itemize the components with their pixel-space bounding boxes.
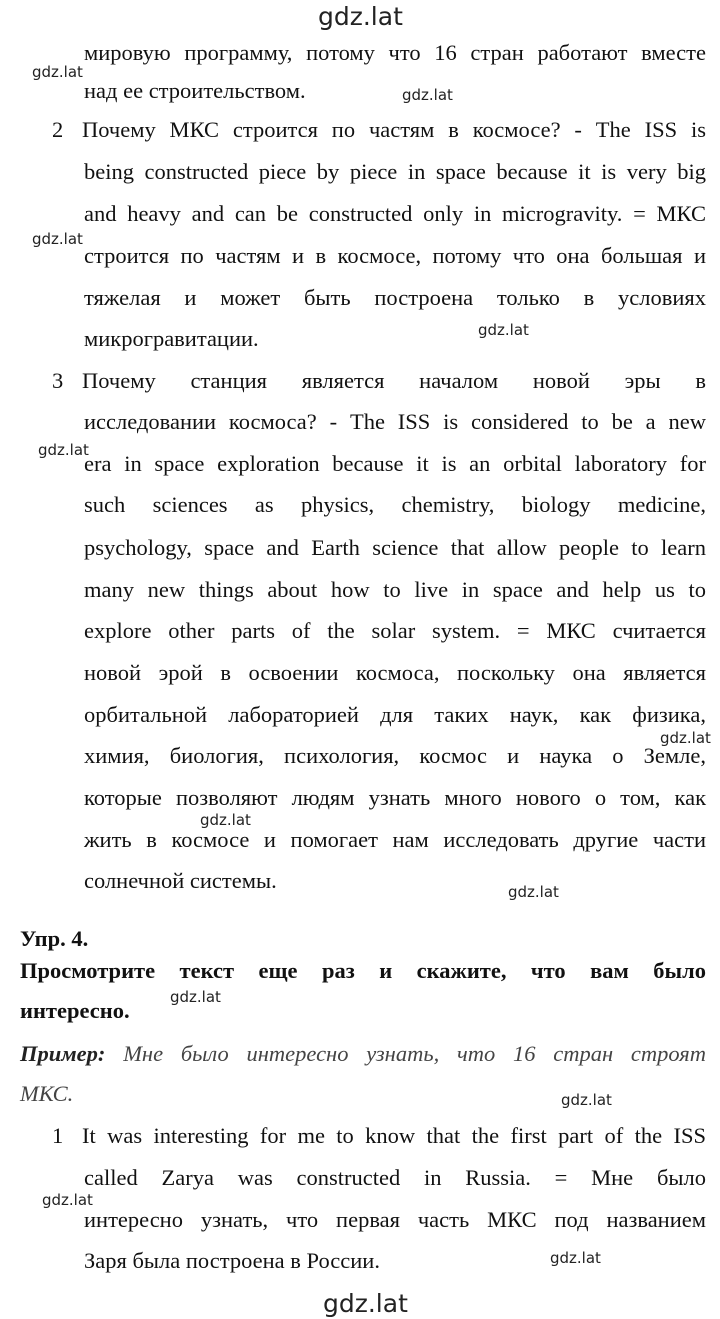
- item3-line: жить в космосе и помогает нам исследовать другие части: [84, 827, 706, 852]
- item3-line: солнечной системы.: [84, 868, 277, 893]
- item2-line: being constructed piece by piece in space because it is very big: [84, 159, 706, 184]
- watermark: gdz.lat: [170, 988, 221, 1006]
- watermark: gdz.lat: [402, 86, 453, 104]
- watermark-top: gdz.lat: [318, 2, 403, 31]
- watermark: gdz.lat: [550, 1249, 601, 1267]
- example-text: Мне было интересно узнать, что 16 стран строят: [123, 1041, 707, 1066]
- answer1-line: Заря была построена в России.: [84, 1248, 380, 1273]
- item1-line: над ее строительством.: [84, 78, 306, 103]
- item3-line: explore other parts of the solar system. = МКС считается: [84, 618, 706, 643]
- item2-line: тяжелая и может быть построена только в условиях: [84, 285, 706, 310]
- watermark: gdz.lat: [42, 1191, 93, 1209]
- answer1-line: It was interesting for me to know that the first part of the ISS: [82, 1123, 706, 1148]
- exercise-title: Упр. 4.: [20, 926, 89, 951]
- watermark: gdz.lat: [38, 441, 89, 459]
- watermark: gdz.lat: [200, 811, 251, 829]
- item3-line: Почему станция является началом новой эры в: [82, 368, 706, 393]
- watermark-bottom: gdz.lat: [323, 1289, 408, 1318]
- answer1-line: called Zarya was constructed in Russia. = Мне было: [84, 1165, 706, 1190]
- exercise-task-line: Просмотрите текст еще раз и скажите, что вам было: [20, 958, 706, 983]
- item2-number: 2: [52, 117, 64, 142]
- watermark: gdz.lat: [478, 321, 529, 339]
- item3-line: орбитальной лабораторией для таких наук, как физика,: [84, 702, 706, 727]
- watermark: gdz.lat: [508, 883, 559, 901]
- item2-line: строится по частям и в космосе, потому что она большая и: [84, 243, 706, 268]
- item2-line: and heavy and can be constructed only in microgravity. = МКС: [84, 201, 706, 226]
- item3-line: которые позволяют людям узнать много нового о том, как: [84, 785, 706, 810]
- example-line: [20, 1043, 706, 1066]
- item3-line: исследовании космоса? - The ISS is considered to be a new: [84, 409, 706, 434]
- answer1-line: интересно узнать, что первая часть МКС под названием: [84, 1207, 706, 1232]
- item3-line: химия, биология, психология, космос и наука о Земле,: [84, 743, 706, 768]
- item3-number: 3: [52, 368, 64, 393]
- watermark: gdz.lat: [660, 729, 711, 747]
- watermark: gdz.lat: [32, 63, 83, 81]
- item1-line: мировую программу, потому что 16 стран работают вместе: [84, 40, 706, 65]
- item2-line: микрогравитации.: [84, 326, 259, 351]
- watermark: gdz.lat: [32, 230, 83, 248]
- watermark: gdz.lat: [561, 1091, 612, 1109]
- example-label: Пример:: [20, 1041, 106, 1066]
- answer1-number: 1: [52, 1123, 64, 1148]
- exercise-task-line: интересно.: [20, 998, 130, 1023]
- item3-line: such sciences as physics, chemistry, biology medicine,: [84, 492, 706, 517]
- item2-line: Почему МКС строится по частям в космосе? - The ISS is: [82, 117, 706, 142]
- item3-line: era in space exploration because it is an orbital laboratory for: [84, 451, 706, 476]
- item3-line: psychology, space and Earth science that allow people to learn: [84, 535, 706, 560]
- item3-line: many new things about how to live in space and help us to: [84, 577, 706, 602]
- example-line: МКС.: [20, 1081, 74, 1106]
- item3-line: новой эрой в освоении космоса, поскольку она является: [84, 660, 706, 685]
